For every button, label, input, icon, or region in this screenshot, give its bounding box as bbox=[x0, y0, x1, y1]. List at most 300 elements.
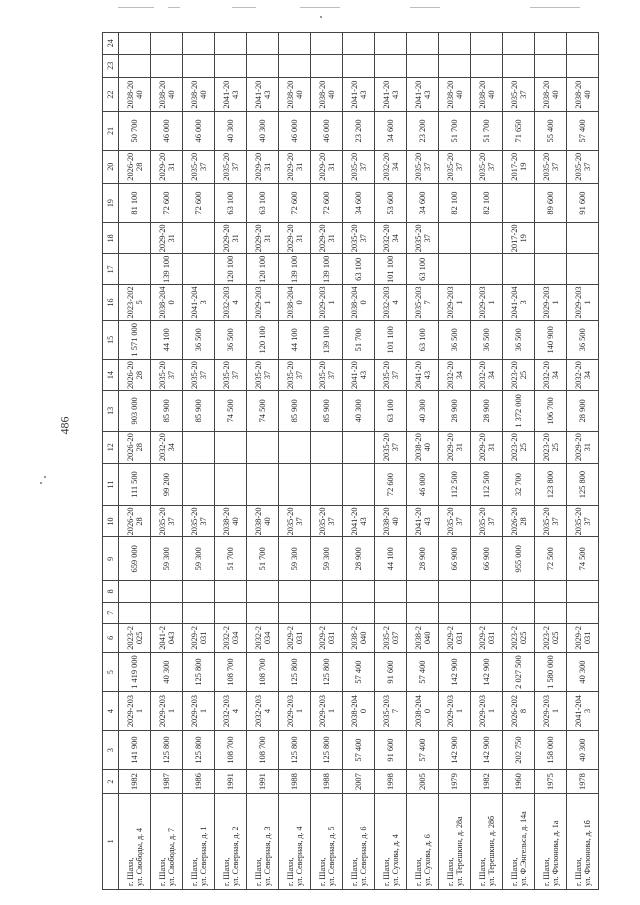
address-cell bbox=[183, 793, 215, 889]
table-cell: 2029-2031 bbox=[247, 285, 279, 320]
table-cell: 2032-2034 bbox=[439, 360, 471, 391]
table-cell bbox=[215, 33, 247, 55]
table-cell: 57 400 bbox=[407, 652, 439, 692]
table-cell: 2029-2031 bbox=[311, 285, 343, 320]
table-cell bbox=[567, 54, 599, 78]
table-cell bbox=[151, 54, 183, 78]
table-cell: 2035-2037 bbox=[567, 150, 599, 183]
table-cell bbox=[215, 54, 247, 78]
table-cell bbox=[503, 54, 535, 78]
table-cell: 1982 bbox=[119, 770, 151, 794]
table-cell: 1998 bbox=[375, 770, 407, 794]
table-cell bbox=[535, 223, 567, 254]
table-cell: 108 700 bbox=[247, 652, 279, 692]
table-row bbox=[407, 33, 439, 890]
table-cell: 66 900 bbox=[439, 537, 471, 581]
table-cell bbox=[311, 54, 343, 78]
table-cell: 23 200 bbox=[343, 112, 375, 150]
table-cell: 2035-2037 bbox=[311, 506, 343, 537]
table-cell: 101 100 bbox=[375, 320, 407, 360]
address-city: г. Шахи, bbox=[509, 857, 519, 886]
table-cell: 2038-2040 bbox=[343, 692, 375, 730]
table-cell bbox=[247, 431, 279, 463]
address-cell bbox=[407, 793, 439, 889]
table-cell: 2029-2031 bbox=[151, 150, 183, 183]
table-cell bbox=[567, 223, 599, 254]
table-cell: 2005 bbox=[407, 770, 439, 794]
table-row bbox=[471, 33, 503, 890]
table-cell bbox=[375, 581, 407, 602]
table-cell: 2038-2040 bbox=[119, 78, 151, 112]
table-cell: 2035-2037 bbox=[471, 506, 503, 537]
table-cell: 51 700 bbox=[343, 320, 375, 360]
table-cell: 2 027 500 bbox=[503, 652, 535, 692]
table-cell: 141 900 bbox=[119, 730, 151, 770]
table-cell: 2032-2034 bbox=[215, 285, 247, 320]
address-city: г. Шахи, bbox=[157, 857, 167, 886]
table-cell bbox=[439, 254, 471, 285]
scan-edge-line bbox=[530, 7, 580, 8]
column-number: 4 bbox=[103, 692, 119, 730]
table-cell: 2041-2043 bbox=[343, 360, 375, 391]
table-cell: 1991 bbox=[215, 770, 247, 794]
table-cell: 2029-2031 bbox=[471, 692, 503, 730]
table-cell: 2023-2025 bbox=[535, 623, 567, 652]
table-cell bbox=[343, 602, 375, 623]
table-cell: 1 580 000 bbox=[535, 652, 567, 692]
table-cell bbox=[535, 602, 567, 623]
table-cell: 1978 bbox=[567, 770, 599, 794]
table-cell: 120 100 bbox=[215, 254, 247, 285]
table-cell: 40 300 bbox=[343, 391, 375, 432]
table-cell: 63 100 bbox=[375, 391, 407, 432]
table-cell: 2026-2028 bbox=[503, 692, 535, 730]
table-cell bbox=[151, 602, 183, 623]
table-cell: 59 300 bbox=[279, 537, 311, 581]
table-cell bbox=[407, 54, 439, 78]
table-cell: 2035-2037 bbox=[247, 360, 279, 391]
table-cell bbox=[183, 431, 215, 463]
table-cell bbox=[311, 33, 343, 55]
table-cell: 57 400 bbox=[567, 112, 599, 150]
address-city: г. Шахи, bbox=[445, 857, 455, 886]
table-cell bbox=[375, 54, 407, 78]
table-cell: 2032-2034 bbox=[535, 360, 567, 391]
table-cell: 2029-2031 bbox=[311, 623, 343, 652]
address-city: г. Шахи, bbox=[381, 857, 391, 886]
address-cell bbox=[247, 793, 279, 889]
column-number: 19 bbox=[103, 183, 119, 223]
table-cell: 2038-2040 bbox=[471, 78, 503, 112]
table-cell: 2035-2037 bbox=[183, 506, 215, 537]
column-number: 9 bbox=[103, 537, 119, 581]
table-cell: 2035-2037 bbox=[311, 360, 343, 391]
table-cell: 2023-2025 bbox=[119, 285, 151, 320]
table-row bbox=[119, 33, 151, 890]
address-city: г. Шахи, bbox=[541, 857, 551, 886]
table-cell bbox=[343, 54, 375, 78]
table-cell: 2029-2031 bbox=[247, 223, 279, 254]
table-cell: 2041-2043 bbox=[407, 506, 439, 537]
table-cell: 2029-2031 bbox=[279, 692, 311, 730]
address-city: г. Шахи, bbox=[413, 857, 423, 886]
table-cell: 57 400 bbox=[343, 652, 375, 692]
table-cell: 2035-2037 bbox=[279, 360, 311, 391]
table-cell: 2023-2025 bbox=[119, 623, 151, 652]
table-cell: 2035-2037 bbox=[215, 360, 247, 391]
table-cell: 2038-2040 bbox=[343, 285, 375, 320]
table-cell bbox=[183, 33, 215, 55]
table-cell: 2035-2037 bbox=[183, 150, 215, 183]
table-cell: 108 700 bbox=[215, 652, 247, 692]
table-cell bbox=[503, 254, 535, 285]
page-number: 486 bbox=[57, 416, 72, 435]
table-cell: 2041-2043 bbox=[343, 78, 375, 112]
table-cell: 125 800 bbox=[183, 730, 215, 770]
column-number: 23 bbox=[103, 54, 119, 78]
schedule-table bbox=[102, 32, 599, 890]
table-row bbox=[343, 33, 375, 890]
table-cell: 1982 bbox=[471, 770, 503, 794]
address-cell bbox=[375, 793, 407, 889]
column-number: 11 bbox=[103, 463, 119, 506]
table-cell bbox=[151, 581, 183, 602]
address-city: г. Шахи, bbox=[285, 857, 295, 886]
table-cell: 40 300 bbox=[215, 112, 247, 150]
table-cell: 2029-2031 bbox=[279, 150, 311, 183]
table-cell: 81 100 bbox=[119, 183, 151, 223]
table-cell: 2038-2040 bbox=[279, 285, 311, 320]
table-cell bbox=[407, 602, 439, 623]
table-cell: 55 400 bbox=[535, 112, 567, 150]
repair-schedule-table bbox=[102, 32, 625, 890]
table-cell: 2038-2040 bbox=[151, 78, 183, 112]
table-cell: 51 700 bbox=[439, 112, 471, 150]
table-cell: 1 419 000 bbox=[119, 652, 151, 692]
table-cell: 2032-2034 bbox=[471, 360, 503, 391]
table-cell: 108 700 bbox=[215, 730, 247, 770]
column-number: 12 bbox=[103, 431, 119, 463]
table-cell: 66 900 bbox=[471, 537, 503, 581]
table-cell: 2026-2028 bbox=[119, 506, 151, 537]
scan-speck bbox=[320, 16, 322, 18]
table-cell: 2035-2037 bbox=[375, 623, 407, 652]
table-cell: 74 500 bbox=[247, 391, 279, 432]
table-cell: 36 500 bbox=[567, 320, 599, 360]
table-cell: 2038-2040 bbox=[311, 78, 343, 112]
table-cell bbox=[119, 54, 151, 78]
table-cell: 1960 bbox=[503, 770, 535, 794]
table-cell bbox=[183, 463, 215, 506]
table-cell: 2032-2034 bbox=[247, 623, 279, 652]
table-cell: 139 100 bbox=[279, 254, 311, 285]
address-street: ул. Северная, д. 4 bbox=[294, 826, 304, 886]
table-cell: 2023-2025 bbox=[503, 360, 535, 391]
table-cell bbox=[183, 254, 215, 285]
table-cell: 2035-2037 bbox=[151, 506, 183, 537]
table-cell: 2041-2043 bbox=[407, 78, 439, 112]
address-cell bbox=[279, 793, 311, 889]
column-number: 3 bbox=[103, 730, 119, 770]
table-cell: 2035-2037 bbox=[407, 150, 439, 183]
table-cell: 23 200 bbox=[407, 112, 439, 150]
table-cell: 139 100 bbox=[311, 254, 343, 285]
table-row bbox=[247, 33, 279, 890]
table-cell bbox=[407, 33, 439, 55]
address-street: ул. Сухова, д. 6 bbox=[422, 834, 432, 886]
table-cell: 28 900 bbox=[439, 391, 471, 432]
table-cell: 140 900 bbox=[535, 320, 567, 360]
table-cell bbox=[535, 54, 567, 78]
address-cell bbox=[471, 793, 503, 889]
table-cell: 2029-2031 bbox=[247, 150, 279, 183]
table-row bbox=[439, 33, 471, 890]
table-cell: 125 800 bbox=[567, 463, 599, 506]
table-cell: 1 571 000 bbox=[119, 320, 151, 360]
table-cell: 158 000 bbox=[535, 730, 567, 770]
table-cell: 28 900 bbox=[407, 537, 439, 581]
table-cell bbox=[567, 254, 599, 285]
table-cell: 111 500 bbox=[119, 463, 151, 506]
table-cell: 101 100 bbox=[375, 254, 407, 285]
address-street: ул. Свободы, д. 4 bbox=[134, 827, 144, 886]
table-cell: 2041-2043 bbox=[183, 285, 215, 320]
table-cell bbox=[151, 33, 183, 55]
table-cell: 28 900 bbox=[343, 537, 375, 581]
table-cell: 2029-2031 bbox=[151, 692, 183, 730]
table-cell: 2035-2037 bbox=[375, 360, 407, 391]
table-cell: 2029-2031 bbox=[567, 623, 599, 652]
scan-edge-line bbox=[168, 7, 180, 8]
table-cell: 63 100 bbox=[407, 254, 439, 285]
table-cell: 2038-2040 bbox=[215, 506, 247, 537]
table-cell: 2032-2034 bbox=[215, 692, 247, 730]
table-cell bbox=[279, 463, 311, 506]
table-cell: 1988 bbox=[279, 770, 311, 794]
table-cell: 46 000 bbox=[407, 463, 439, 506]
table-cell bbox=[119, 33, 151, 55]
table-cell: 63 100 bbox=[407, 320, 439, 360]
table-cell: 71 650 bbox=[503, 112, 535, 150]
table-cell: 72 600 bbox=[375, 463, 407, 506]
table-cell: 2029-2031 bbox=[439, 285, 471, 320]
address-street: ул. Северная, д. 2 bbox=[230, 826, 240, 886]
table-cell: 2032-2034 bbox=[375, 223, 407, 254]
table-row bbox=[375, 33, 407, 890]
table-cell bbox=[567, 581, 599, 602]
column-number: 6 bbox=[103, 623, 119, 652]
table-cell bbox=[439, 602, 471, 623]
table-cell bbox=[279, 54, 311, 78]
address-cell bbox=[215, 793, 247, 889]
column-number: 5 bbox=[103, 652, 119, 692]
table-cell bbox=[279, 602, 311, 623]
table-cell: 40 300 bbox=[407, 391, 439, 432]
table-cell: 2029-2031 bbox=[151, 223, 183, 254]
table-cell: 36 500 bbox=[503, 320, 535, 360]
table-cell bbox=[247, 33, 279, 55]
table-cell: 955 000 bbox=[503, 537, 535, 581]
table-row bbox=[535, 33, 567, 890]
table-cell: 2029-2031 bbox=[567, 285, 599, 320]
table-cell: 91 600 bbox=[375, 652, 407, 692]
table-cell: 2029-2031 bbox=[535, 285, 567, 320]
table-cell: 2041-2043 bbox=[215, 78, 247, 112]
address-street: ул. Терешкин, д. 28б bbox=[486, 815, 496, 886]
table-cell: 2038-2040 bbox=[183, 78, 215, 112]
table-cell: 2038-2040 bbox=[567, 78, 599, 112]
table-cell: 72 600 bbox=[183, 183, 215, 223]
table-cell bbox=[343, 463, 375, 506]
table-cell: 57 400 bbox=[407, 730, 439, 770]
table-cell bbox=[471, 581, 503, 602]
table-cell: 2032-2034 bbox=[215, 623, 247, 652]
column-number: 14 bbox=[103, 360, 119, 391]
table-cell: 125 800 bbox=[279, 652, 311, 692]
table-cell: 1 372 000 bbox=[503, 391, 535, 432]
table-cell: 2029-2031 bbox=[279, 223, 311, 254]
table-cell: 2029-2031 bbox=[471, 623, 503, 652]
address-street: ул. Ф.Энгельса, д. 14а bbox=[518, 811, 528, 886]
table-cell: 120 100 bbox=[247, 254, 279, 285]
address-cell bbox=[311, 793, 343, 889]
table-cell: 2023-2025 bbox=[503, 623, 535, 652]
table-cell: 2041-2043 bbox=[567, 692, 599, 730]
address-city: г. Шахи, bbox=[125, 857, 135, 886]
table-cell: 108 700 bbox=[247, 730, 279, 770]
table-cell: 40 300 bbox=[567, 652, 599, 692]
table-cell: 2029-2031 bbox=[439, 692, 471, 730]
table-cell: 32 700 bbox=[503, 463, 535, 506]
table-cell: 46 000 bbox=[279, 112, 311, 150]
header-row bbox=[103, 33, 119, 890]
table-row bbox=[151, 33, 183, 890]
table-cell: 2023-2025 bbox=[535, 431, 567, 463]
table-cell: 142 900 bbox=[471, 652, 503, 692]
table-cell: 59 300 bbox=[151, 537, 183, 581]
table-cell: 72 500 bbox=[535, 537, 567, 581]
table-cell: 139 100 bbox=[311, 320, 343, 360]
table-cell: 2029-2031 bbox=[439, 623, 471, 652]
table-cell: 46 000 bbox=[311, 112, 343, 150]
table-cell: 2038-2040 bbox=[439, 78, 471, 112]
table-cell bbox=[471, 54, 503, 78]
table-cell: 2035-2037 bbox=[503, 78, 535, 112]
table-cell bbox=[439, 581, 471, 602]
table-cell: 2038-2040 bbox=[279, 78, 311, 112]
table-cell bbox=[311, 463, 343, 506]
table-cell bbox=[471, 254, 503, 285]
table-cell: 120 100 bbox=[247, 320, 279, 360]
scan-edge-line bbox=[410, 7, 440, 8]
address-street: ул. Свободы, д. 7 bbox=[166, 827, 176, 886]
table-cell bbox=[183, 54, 215, 78]
address-street: ул. Филонова, д. 1б bbox=[582, 820, 592, 886]
table-cell: 34 600 bbox=[375, 112, 407, 150]
address-cell bbox=[343, 793, 375, 889]
column-number: 15 bbox=[103, 320, 119, 360]
address-city: г. Шахи, bbox=[221, 857, 231, 886]
table-cell: 202 750 bbox=[503, 730, 535, 770]
column-number: 1 bbox=[103, 793, 119, 889]
table-cell: 91 600 bbox=[567, 183, 599, 223]
table-cell bbox=[247, 463, 279, 506]
table-cell: 99 200 bbox=[151, 463, 183, 506]
table-cell: 44 100 bbox=[279, 320, 311, 360]
table-cell: 2007 bbox=[343, 770, 375, 794]
table-cell: 2029-2031 bbox=[215, 223, 247, 254]
table-cell bbox=[247, 581, 279, 602]
table-cell: 112 500 bbox=[439, 463, 471, 506]
table-cell: 85 900 bbox=[183, 391, 215, 432]
table-row bbox=[215, 33, 247, 890]
table-cell: 2041-2043 bbox=[343, 506, 375, 537]
table-cell: 40 300 bbox=[567, 730, 599, 770]
table-cell: 903 000 bbox=[119, 391, 151, 432]
address-street: ул. Северная, д. 3 bbox=[262, 826, 272, 886]
table-cell: 2026-2028 bbox=[503, 506, 535, 537]
table-cell: 112 500 bbox=[471, 463, 503, 506]
table-cell bbox=[119, 223, 151, 254]
table-cell bbox=[535, 581, 567, 602]
table-cell: 142 900 bbox=[471, 730, 503, 770]
table-cell bbox=[439, 223, 471, 254]
table-cell bbox=[375, 33, 407, 55]
table-cell: 2029-2031 bbox=[311, 692, 343, 730]
scan-edge-line bbox=[300, 7, 340, 8]
table-cell bbox=[311, 581, 343, 602]
table-cell: 57 400 bbox=[343, 730, 375, 770]
table-cell: 2035-2037 bbox=[535, 150, 567, 183]
table-cell: 2035-2037 bbox=[343, 150, 375, 183]
column-number: 8 bbox=[103, 581, 119, 602]
table-cell bbox=[503, 183, 535, 223]
table-cell: 2038-2040 bbox=[343, 623, 375, 652]
table-cell bbox=[471, 602, 503, 623]
table-cell: 2035-2037 bbox=[439, 150, 471, 183]
table-cell: 2032-2034 bbox=[375, 285, 407, 320]
address-cell bbox=[439, 793, 471, 889]
table-cell bbox=[407, 581, 439, 602]
table-cell: 40 300 bbox=[151, 652, 183, 692]
table-cell: 1991 bbox=[247, 770, 279, 794]
table-cell: 139 100 bbox=[151, 254, 183, 285]
table-cell: 2041-2043 bbox=[375, 78, 407, 112]
table-cell: 2038-2040 bbox=[375, 506, 407, 537]
table-cell: 85 900 bbox=[279, 391, 311, 432]
scan-edge-line bbox=[118, 7, 154, 8]
table-cell: 2029-2031 bbox=[119, 692, 151, 730]
table-cell: 2032-2034 bbox=[375, 150, 407, 183]
table-cell: 2017-2019 bbox=[503, 150, 535, 183]
table-cell bbox=[247, 54, 279, 78]
table-cell: 2035-2037 bbox=[407, 223, 439, 254]
table-cell: 125 800 bbox=[151, 730, 183, 770]
table-cell: 2038-2040 bbox=[407, 692, 439, 730]
column-number: 20 bbox=[103, 150, 119, 183]
table-cell bbox=[215, 463, 247, 506]
table-cell: 2041-2043 bbox=[503, 285, 535, 320]
table-cell: 36 500 bbox=[471, 320, 503, 360]
table-cell: 36 500 bbox=[183, 320, 215, 360]
table-cell: 53 600 bbox=[375, 183, 407, 223]
table-cell bbox=[439, 33, 471, 55]
table-cell bbox=[279, 33, 311, 55]
table-cell: 125 800 bbox=[311, 652, 343, 692]
table-cell bbox=[503, 33, 535, 55]
table-cell: 2029-2031 bbox=[439, 431, 471, 463]
table-cell bbox=[503, 581, 535, 602]
